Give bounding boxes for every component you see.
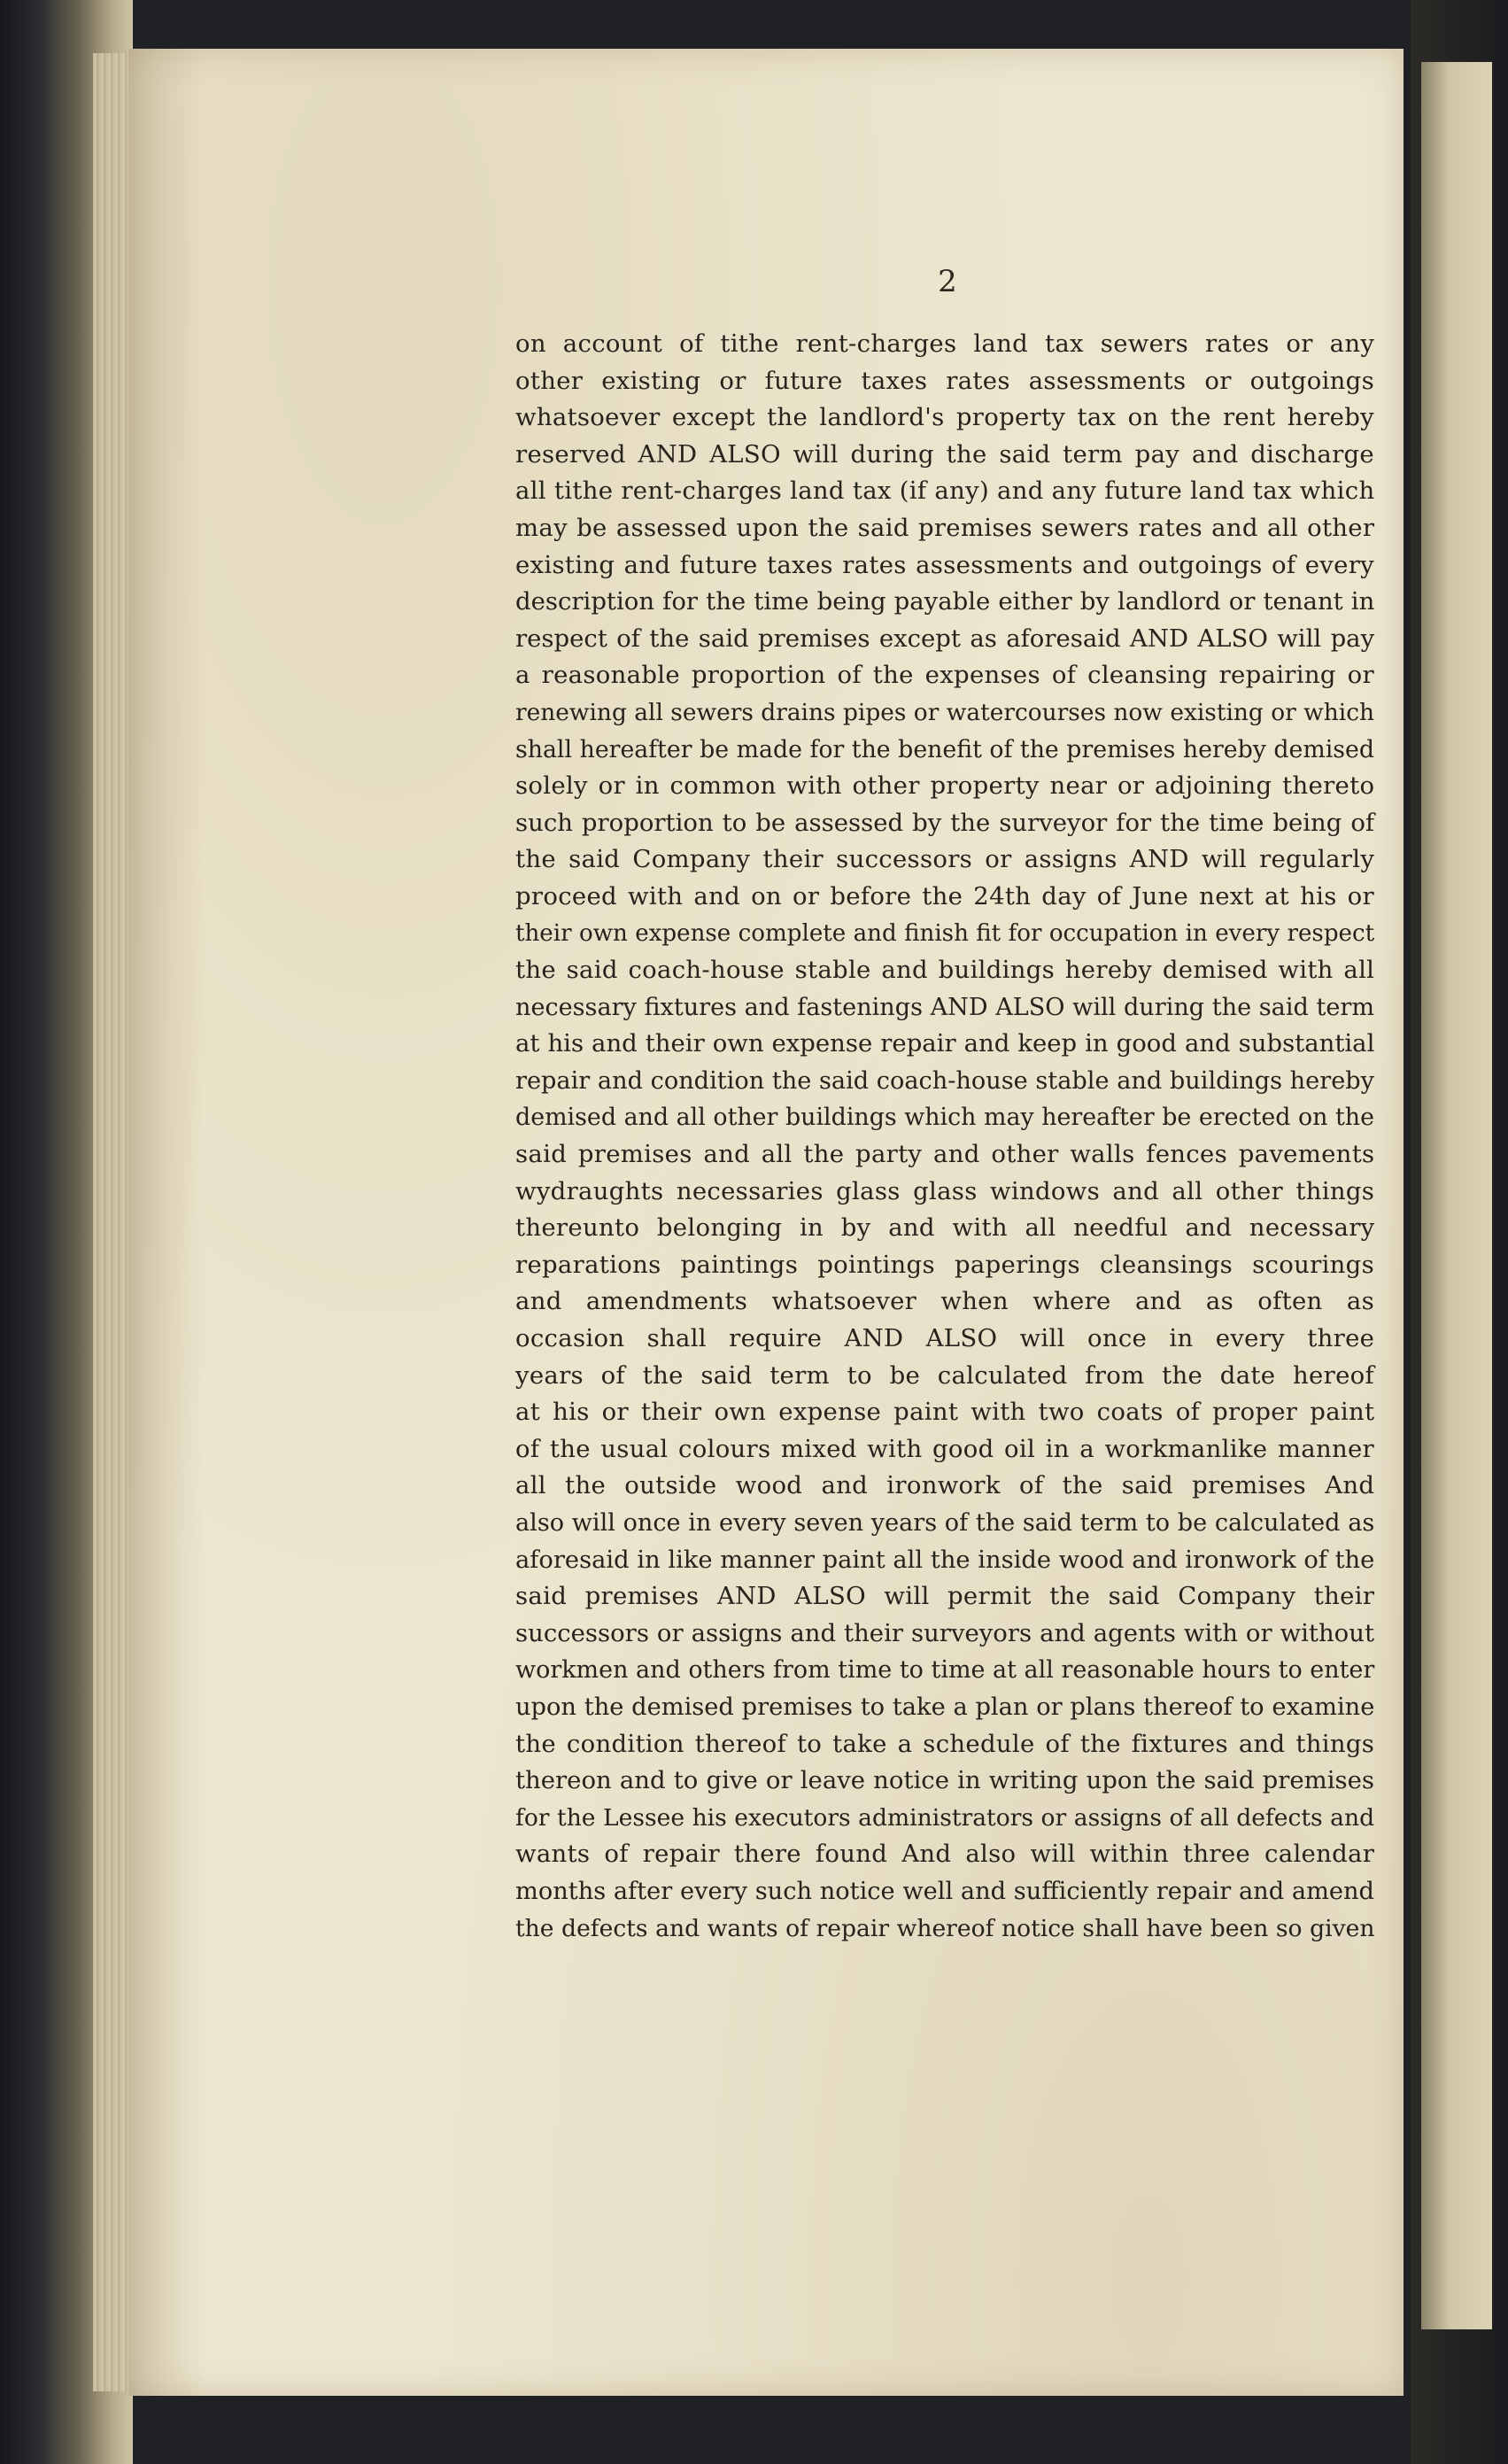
next-page-edge [1421, 62, 1492, 2329]
text-line: aforesaid in like manner paint all the inside wood and ironwork of the [515, 1546, 1375, 1574]
text-line: demised and all other buildings which may hereafter be erected on the [515, 1104, 1374, 1132]
text-line: and amendments whatsoever when where and as often as [515, 1287, 1374, 1316]
text-line: wydraughts necessaries glass glass windows and all other things [515, 1176, 1375, 1205]
text-line: may be assessed upon the said premises sewers rates and all other [515, 513, 1375, 542]
page-number: 2 [938, 264, 957, 299]
text-line: existing and future taxes rates assessments and outgoings of every [515, 550, 1374, 579]
text-line: said premises AND ALSO will permit the said Company their [515, 1582, 1375, 1611]
text-line: successors or assigns and their surveyors and agents with or without [515, 1618, 1374, 1647]
text-line: such proportion to be assessed by the surveyor for the time being of [515, 808, 1375, 837]
text-line: for the Lessee his executors administrators or assigns of all defects and [515, 1803, 1375, 1832]
text-line: solely or in common with other property near or adjoining thereto [515, 771, 1375, 801]
text-line: occasion shall require AND ALSO will once in every three [515, 1324, 1375, 1353]
text-line: reserved AND ALSO will during the said term pay and discharge [515, 439, 1374, 469]
text-line: all tithe rent-charges land tax (if any) and any future land tax which [515, 477, 1375, 506]
text-line: months after every such notice well and sufficiently repair and amend [515, 1877, 1374, 1905]
text-line: at his and their own expense repair and keep in good and substantial [515, 1029, 1375, 1058]
text-line: renewing all sewers drains pipes or watercourses now existing or which [515, 698, 1374, 726]
text-line: other existing or future taxes rates assessments or outgoings [515, 366, 1374, 395]
text-line: also will once in every seven years of the said term to be calculated as [515, 1509, 1375, 1537]
text-line: thereunto belonging in by and with all needful and necessary [515, 1213, 1375, 1243]
text-line: the said coach-house stable and buildings hereby demised with all [515, 956, 1375, 985]
text-line: their own expense complete and finish fit for occupation in every respect [515, 919, 1375, 947]
text-line: the condition thereof to take a schedule of the fixtures and things [515, 1729, 1375, 1758]
text-line: respect of the said premises except as aforesaid AND ALSO will pay [515, 624, 1375, 653]
text-line: the said Company their successors or assigns AND will regularly [515, 845, 1375, 874]
text-line: workmen and others from time to time at all reasonable hours to enter [515, 1656, 1375, 1685]
text-line: upon the demised premises to take a plan or plans thereof to examine [515, 1693, 1375, 1721]
text-line: said premises and all the party and other walls fences pavements [515, 1140, 1375, 1169]
text-line: proceed with and on or before the 24th day of June next at his or [515, 881, 1374, 910]
text-line: wants of repair there found And also will within three calendar [515, 1840, 1375, 1869]
text-line: thereon and to give or leave notice in writing upon the said premises [515, 1766, 1374, 1795]
text-line: years of the said term to be calculated from the date hereof [515, 1360, 1374, 1390]
text-line: necessary fixtures and fastenings AND ALSO will during the said term [515, 993, 1374, 1021]
text-line: of the usual colours mixed with good oil in a workmanlike manner [515, 1434, 1374, 1463]
text-line: the defects and wants of repair whereof notice shall have been so given [515, 1914, 1375, 1942]
text-line: a reasonable proportion of the expenses of cleansing repairing or [515, 661, 1374, 690]
text-line: all the outside wood and ironwork of the said premises And [515, 1471, 1375, 1500]
text-line: on account of tithe rent-charges land tax sewers rates or any [515, 329, 1375, 358]
text-line: repair and condition the said coach-house stable and buildings hereby [515, 1066, 1374, 1095]
text-line: reparations paintings pointings paperings cleansings scourings [515, 1250, 1374, 1279]
body-text [515, 326, 1374, 1947]
text-line: shall hereafter be made for the benefit of the premises hereby demised [515, 735, 1374, 763]
text-line: description for the time being payable either by landlord or tenant in [515, 587, 1375, 616]
text-line: at his or their own expense paint with two coats of proper paint [515, 1398, 1375, 1427]
text-line: whatsoever except the landlord's property tax on the rent hereby [515, 403, 1374, 432]
